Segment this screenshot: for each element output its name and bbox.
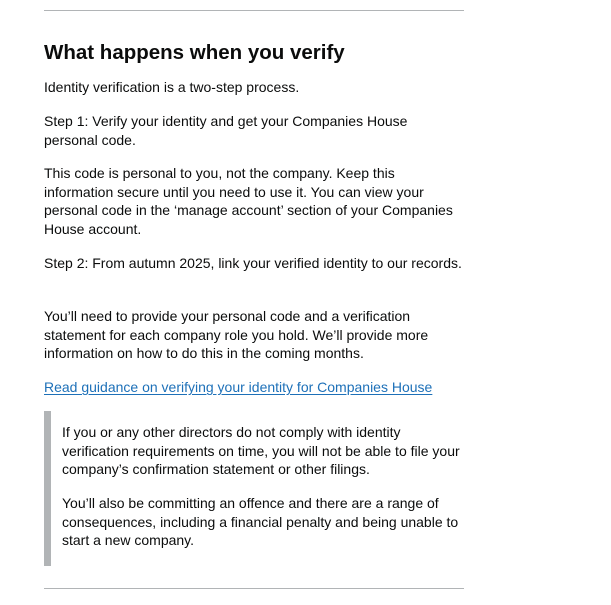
section-heading: What happens when you verify [44,41,345,64]
inset-offence-paragraph: You’ll also be committing an offence and there are a range of consequences, including a financial penalty and being unable to start a new company. [62,495,459,549]
guidance-link[interactable]: Read guidance on verifying your identity for Companies House [44,379,433,395]
verification-statement-paragraph: You’ll need to provide your personal code and a verification statement for each company role you hold. We’ll provide more information on how to do this in the coming months. [44,308,429,362]
step-2-paragraph: Step 2: From autumn 2025, link your verified identity to our records. [44,255,462,271]
personal-code-paragraph: This code is personal to you, not the company. Keep this information secure until you need to use it. You can view your personal code in the ‘manage account’ section of your Companies House account. [44,165,453,238]
intro-paragraph: Identity verification is a two-step process. [44,79,300,95]
warning-inset [44,411,464,566]
step-1-paragraph: Step 1: Verify your identity and get your Companies House personal code. [44,113,408,148]
section-divider-bottom [44,588,464,589]
section-divider-top [44,10,464,11]
inset-warning-paragraph: If you or any other directors do not comply with identity verification requirements on time, you will not be able to file your company’s confirmation statement or other filings. [62,424,460,478]
guidance-link-paragraph [44,378,464,397]
